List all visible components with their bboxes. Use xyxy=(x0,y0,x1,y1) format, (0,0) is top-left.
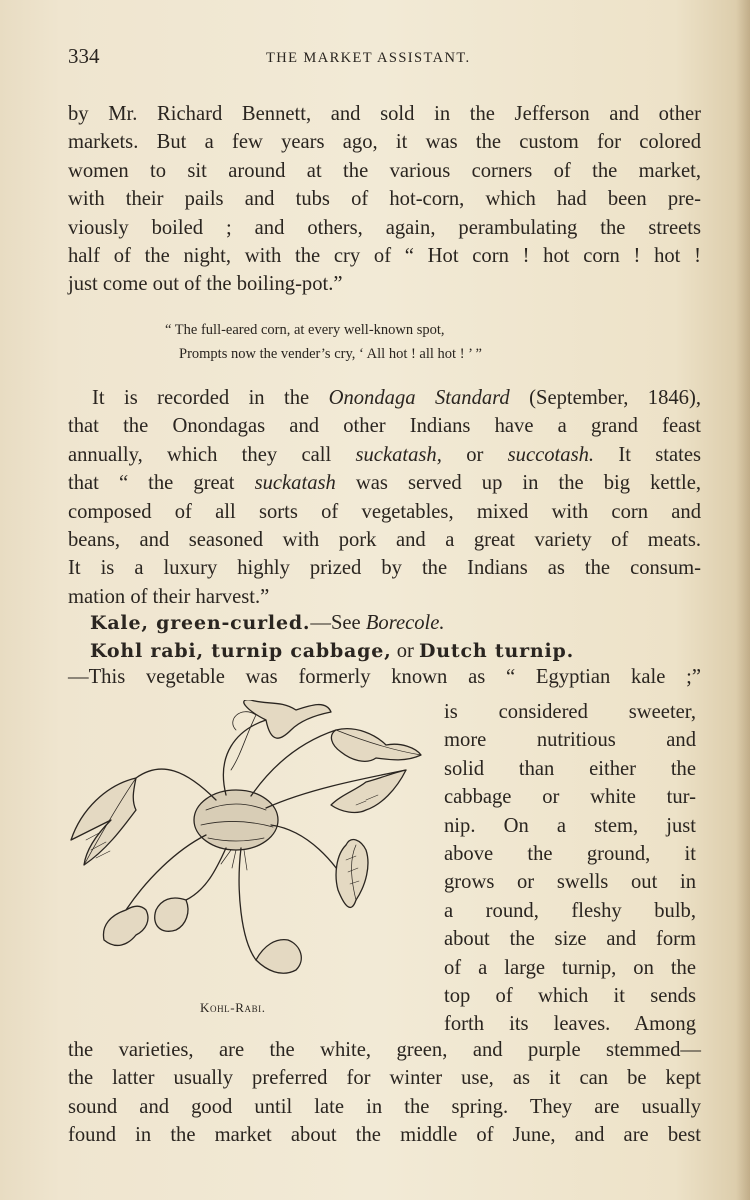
text-fragment: —See xyxy=(310,612,366,634)
text-line: with their pails and tubs of hot-corn, which had been pre- xyxy=(68,188,701,211)
text-line: grows or swells out in xyxy=(444,871,696,894)
text-line: sound and good until late in the spring. They are usually xyxy=(68,1095,701,1118)
text-line: about the size and form xyxy=(444,928,696,951)
text-line xyxy=(68,441,701,469)
text-line: the varieties, are the white, green, and purple stemmed— xyxy=(68,1039,701,1061)
paragraph-varieties xyxy=(68,1036,701,1150)
text-fragment: (September, 1846), xyxy=(509,387,701,409)
text-line: nip. On a stem, just xyxy=(444,814,696,837)
text-line: that the Onondagas and other Indians have a grand feast xyxy=(68,415,701,438)
kohl-rabi-illustration xyxy=(66,700,436,1000)
italic-term: suckatash xyxy=(254,472,336,495)
text-line: found in the market about the middle of June, and are best xyxy=(68,1124,701,1147)
verse-line: “ The full-eared corn, at every well-known spot, xyxy=(165,322,445,338)
text-line xyxy=(68,469,701,497)
text-line: top of which it sends xyxy=(444,985,696,1008)
text-line: It is a luxury highly prized by the Indians as the consum- xyxy=(68,557,701,580)
paragraph-hot-corn xyxy=(68,100,701,299)
text-fragment: that “ the great xyxy=(68,472,255,495)
verse-line: Prompts now the vender’s cry, ‘ All hot ! all hot ! ’ ” xyxy=(179,346,482,362)
italic-term: suckatash, xyxy=(355,443,442,466)
entry-heading: Dutch turnip. xyxy=(419,640,575,662)
text-line: women to sit around at the various corners of the market, xyxy=(68,159,701,182)
text-line: above the ground, it xyxy=(444,843,696,866)
text-line: the latter usually preferred for winter use, as it can be kept xyxy=(68,1067,701,1090)
cross-reference: Borecole. xyxy=(365,612,445,634)
text-line: more nutritious and xyxy=(444,729,696,752)
text-fragment: or xyxy=(441,443,508,466)
text-fragment: was served up in the big kettle, xyxy=(335,472,701,495)
text-fragment: It states xyxy=(594,443,702,466)
text-line: half of the night, with the cry of “ Hot corn ! hot corn ! hot ! xyxy=(68,245,701,268)
newspaper-title: Onondaga Standard xyxy=(328,387,510,409)
text-line: solid than either the xyxy=(444,757,696,780)
text-fragment: annually, which they call xyxy=(68,443,356,466)
page-edge-shadow xyxy=(736,0,750,1200)
text-line: cabbage or white tur- xyxy=(444,786,696,809)
text-line: by Mr. Richard Bennett, and sold in the Jefferson and other xyxy=(68,103,701,125)
page-header xyxy=(68,44,708,74)
italic-term: succotash. xyxy=(507,443,595,466)
entry-kohl-rabi-heading xyxy=(90,640,702,663)
text-line xyxy=(68,384,701,412)
text-line: is considered sweeter, xyxy=(444,701,696,723)
text-line: markets. But a few years ago, it was the custom for colored xyxy=(68,131,701,154)
entry-heading: Kohl rabi, turnip cabbage, xyxy=(90,640,392,662)
entry-kale xyxy=(90,612,700,635)
page-number: 334 xyxy=(68,44,100,68)
text-fragment: or xyxy=(391,640,420,662)
paragraph-succotash xyxy=(68,384,701,611)
text-line: composed of all sorts of vegetables, mixed with corn and xyxy=(68,500,701,523)
figure-caption: Kohl-Rabi. xyxy=(200,1000,266,1015)
running-title: THE MARKET ASSISTANT. xyxy=(266,50,471,66)
text-line: mation of their harvest.” xyxy=(68,585,270,608)
text-line: —This vegetable was formerly known as “ Egyptian kale ;” xyxy=(68,666,701,688)
text-line: just come out of the boiling-pot.” xyxy=(68,273,343,296)
verse-quotation xyxy=(165,318,635,366)
text-line: beans, and seasoned with pork and a great variety of meats. xyxy=(68,529,701,552)
text-line: forth its leaves. Among xyxy=(444,1013,696,1036)
text-line: of a large turnip, on the xyxy=(444,956,696,979)
text-fragment: It is recorded in the xyxy=(92,387,329,409)
entry-heading: Kale, green-curled. xyxy=(90,612,311,634)
text-line: a round, fleshy bulb, xyxy=(444,899,696,922)
wrapped-text-column xyxy=(444,698,696,1039)
text-line: viously boiled ; and others, again, perambulating the streets xyxy=(68,216,701,239)
